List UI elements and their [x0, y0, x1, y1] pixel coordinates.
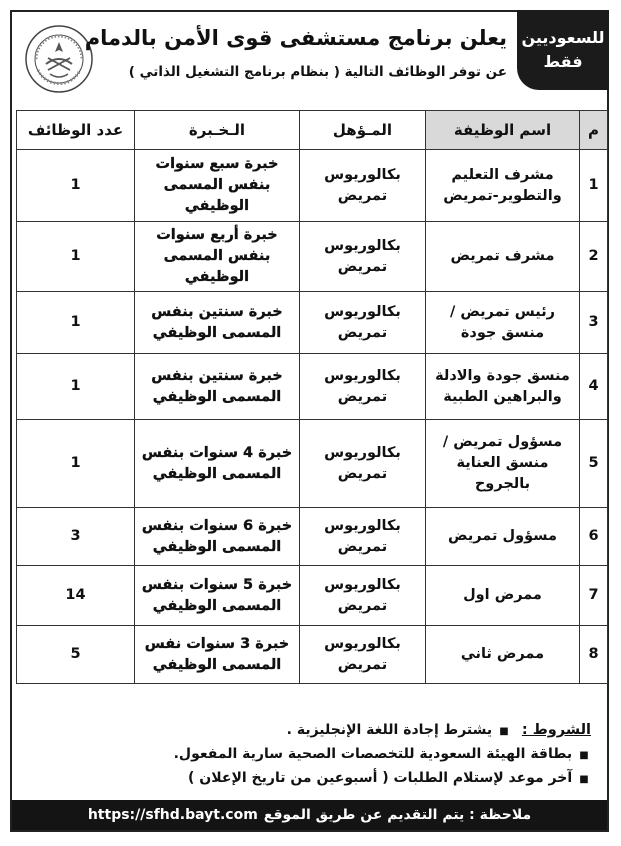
row-experience: خبرة أربع سنوات بنفس المسمى الوظيفي — [135, 222, 300, 292]
row-qualification: بكالوريوس تمريض — [300, 420, 426, 508]
header-qualification: المـؤهل — [300, 111, 426, 150]
saudi-only-badge — [517, 10, 609, 90]
row-qualification: بكالوريوس تمريض — [300, 508, 426, 566]
header-job-name: اسم الوظيفة — [426, 111, 580, 150]
table-row — [17, 222, 608, 292]
table-row — [17, 420, 608, 508]
saudi-only-line1: للسعوديين — [521, 28, 605, 47]
row-job-name: ممرض ثاني — [426, 626, 580, 684]
ad-header — [12, 12, 607, 112]
row-experience: خبرة 4 سنوات بنفس المسمى الوظيفي — [135, 420, 300, 508]
table-row — [17, 626, 608, 684]
table-row — [17, 150, 608, 222]
condition-item: بطاقة الهيئة السعودية للتخصصات الصحية سارية المفعول. — [173, 746, 573, 762]
footer-note: ملاحظة : يتم التقديم عن طريق الموقع — [263, 807, 532, 823]
jobs-table — [16, 110, 608, 684]
bullet-icon: ■ — [579, 750, 589, 761]
ad-subtitle: عن توفر الوظائف التالية ( بنظام برنامج التشغيل الذاتي ) — [128, 64, 507, 80]
row-qualification: بكالوريوس تمريض — [300, 222, 426, 292]
row-qualification: بكالوريوس تمريض — [300, 292, 426, 354]
row-num: 8 — [580, 626, 608, 684]
row-count: 1 — [17, 354, 135, 420]
row-job-name: مشرف التعليم والتطوير-تمريض — [426, 150, 580, 222]
row-num: 1 — [580, 150, 608, 222]
row-experience: خبرة 5 سنوات بنفس المسمى الوظيفي — [135, 566, 300, 626]
row-qualification: بكالوريوس تمريض — [300, 566, 426, 626]
table-row — [17, 508, 608, 566]
row-qualification: بكالوريوس تمريض — [300, 626, 426, 684]
row-experience: خبرة سنتين بنفس المسمى الوظيفي — [135, 354, 300, 420]
row-job-name: رئيس تمريض / منسق جودة — [426, 292, 580, 354]
row-num: 3 — [580, 292, 608, 354]
condition-item: آخر موعد لإستلام الطلبات ( أسبوعين من تاريخ الإعلان ) — [188, 770, 573, 786]
row-job-name: ممرض اول — [426, 566, 580, 626]
header-num: م — [580, 111, 608, 150]
row-count: 1 — [17, 150, 135, 222]
header-count: عدد الوظائف — [17, 111, 135, 150]
row-num: 4 — [580, 354, 608, 420]
application-link[interactable]: https://sfhd.bayt.com — [87, 807, 258, 823]
bullet-icon: ■ — [499, 726, 509, 737]
row-job-name: مسؤول تمريض / منسق العناية بالجروح — [426, 420, 580, 508]
table-row — [17, 292, 608, 354]
header-experience: الـخـبرة — [135, 111, 300, 150]
row-num: 5 — [580, 420, 608, 508]
job-advertisement — [10, 10, 609, 832]
row-num: 2 — [580, 222, 608, 292]
saudi-only-line2: فقط — [543, 52, 583, 71]
table-header-row — [17, 111, 608, 150]
row-num: 7 — [580, 566, 608, 626]
footer-note-bar — [12, 800, 607, 830]
row-count: 3 — [17, 508, 135, 566]
row-experience: خبرة سنتين بنفس المسمى الوظيفي — [135, 292, 300, 354]
row-job-name: مسؤول تمريض — [426, 508, 580, 566]
conditions-section — [31, 718, 591, 790]
row-num: 6 — [580, 508, 608, 566]
condition-line — [31, 718, 591, 742]
row-job-name: منسق جودة والادلة والبراهين الطبية — [426, 354, 580, 420]
row-experience: خبرة 6 سنوات بنفس المسمى الوظيفي — [135, 508, 300, 566]
row-qualification: بكالوريوس تمريض — [300, 354, 426, 420]
condition-item: يشترط إجادة اللغة الإنجليزية . — [286, 722, 493, 738]
table-row — [17, 566, 608, 626]
row-qualification: بكالوريوس تمريض — [300, 150, 426, 222]
condition-line — [31, 766, 591, 790]
row-count: 1 — [17, 292, 135, 354]
conditions-heading: الشروط : — [521, 722, 591, 738]
row-count: 1 — [17, 222, 135, 292]
row-experience: خبرة سبع سنوات بنفس المسمى الوظيفي — [135, 150, 300, 222]
hospital-emblem-icon — [24, 24, 94, 94]
ad-title: يعلن برنامج مستشفى قوى الأمن بالدمام — [84, 26, 507, 50]
condition-line — [31, 742, 591, 766]
row-experience: خبرة 3 سنوات نفس المسمى الوظيفي — [135, 626, 300, 684]
bullet-icon: ■ — [579, 774, 589, 785]
row-count: 5 — [17, 626, 135, 684]
row-job-name: مشرف تمريض — [426, 222, 580, 292]
table-row — [17, 354, 608, 420]
row-count: 1 — [17, 420, 135, 508]
row-count: 14 — [17, 566, 135, 626]
